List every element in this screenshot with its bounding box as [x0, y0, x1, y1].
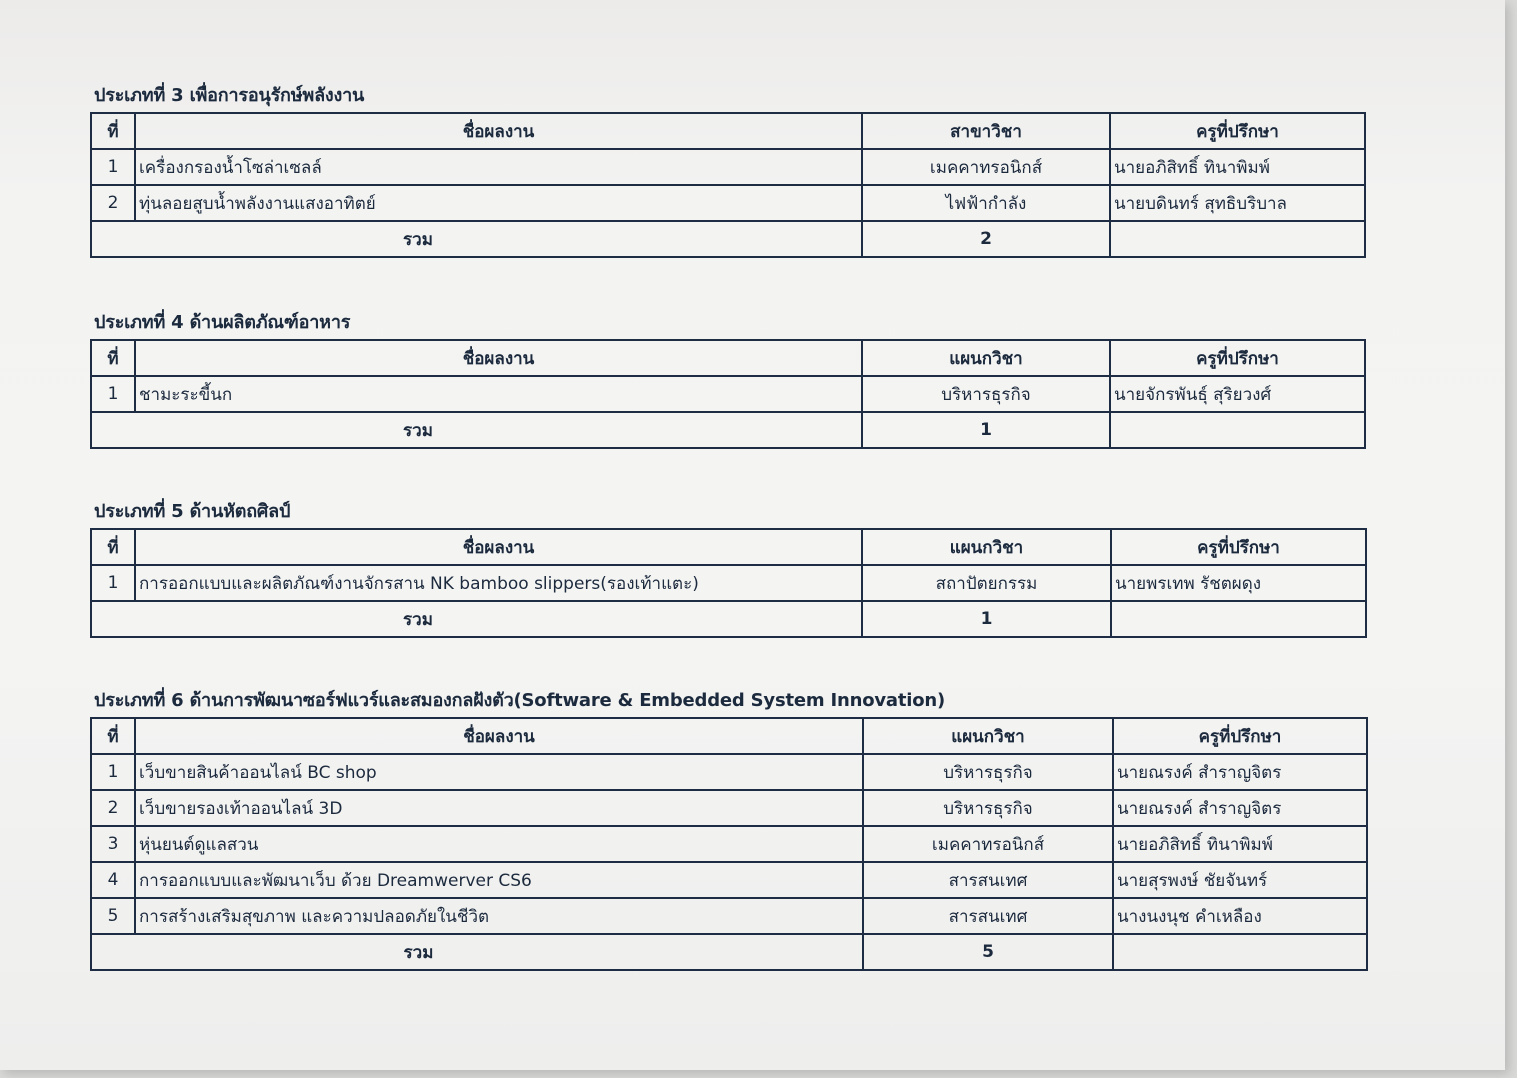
- row-advisor: นายจักรพันธุ์ สุริยวงศ์: [1110, 376, 1365, 412]
- row-advisor: นางนงนุช คำเหลือง: [1113, 898, 1367, 934]
- header-work-name: ชื่อผลงาน: [135, 113, 862, 149]
- total-value: 5: [863, 934, 1113, 970]
- row-work-name: การออกแบบและพัฒนาเว็บ ด้วย Dreamwerver CS6: [135, 862, 863, 898]
- table-row: [91, 565, 1366, 601]
- row-no: 1: [91, 565, 135, 601]
- section-type-5: [90, 500, 1367, 638]
- header-department: แผนกวิชา: [863, 718, 1113, 754]
- total-row: [91, 221, 1365, 257]
- table-row: [91, 376, 1365, 412]
- table-header-row: [91, 113, 1365, 149]
- row-department: ไฟฟ้ากำลัง: [862, 185, 1110, 221]
- row-department: สถาปัตยกรรม: [862, 565, 1111, 601]
- row-department: บริหารธุรกิจ: [862, 376, 1110, 412]
- row-no: 1: [91, 149, 135, 185]
- row-no: 2: [91, 790, 135, 826]
- table-header-row: [91, 718, 1367, 754]
- section-type-6: [90, 689, 1368, 971]
- row-department: บริหารธุรกิจ: [863, 754, 1113, 790]
- header-department: แผนกวิชา: [862, 529, 1111, 565]
- header-advisor: ครูที่ปรึกษา: [1111, 529, 1366, 565]
- row-no: 1: [91, 376, 135, 412]
- row-advisor: นายสุรพงษ์ ชัยจันทร์: [1113, 862, 1367, 898]
- works-table: [90, 339, 1366, 449]
- header-advisor: ครูที่ปรึกษา: [1113, 718, 1367, 754]
- row-advisor: นายบดินทร์ สุทธิบริบาล: [1110, 185, 1365, 221]
- total-row: [91, 601, 1366, 637]
- table-row: [91, 149, 1365, 185]
- header-work-name: ชื่อผลงาน: [135, 718, 863, 754]
- row-advisor: นายณรงค์ สำราญจิตร: [1113, 790, 1367, 826]
- row-work-name: เว็บขายรองเท้าออนไลน์ 3D: [135, 790, 863, 826]
- section-type-4: [90, 311, 1366, 449]
- row-work-name: หุ่นยนต์ดูแลสวน: [135, 826, 863, 862]
- total-value: 2: [862, 221, 1110, 257]
- total-label: รวม: [91, 601, 862, 637]
- total-label: รวม: [91, 412, 862, 448]
- table-row: [91, 790, 1367, 826]
- table-row: [91, 754, 1367, 790]
- row-no: 4: [91, 862, 135, 898]
- total-value: 1: [862, 601, 1111, 637]
- header-no: ที่: [91, 113, 135, 149]
- row-no: 1: [91, 754, 135, 790]
- row-work-name: การออกแบบและผลิตภัณฑ์งานจักรสาน NK bamboo slippers(รองเท้าแตะ): [135, 565, 862, 601]
- header-no: ที่: [91, 529, 135, 565]
- total-label: รวม: [91, 934, 863, 970]
- section-title: ประเภทที่ 3 เพื่อการอนุรักษ์พลังงาน: [94, 85, 365, 106]
- row-no: 3: [91, 826, 135, 862]
- section-type-3: [90, 84, 1366, 258]
- row-department: สารสนเทศ: [863, 898, 1113, 934]
- works-table: [90, 112, 1366, 258]
- total-value: 1: [862, 412, 1110, 448]
- table-row: [91, 898, 1367, 934]
- total-row: [91, 934, 1367, 970]
- row-no: 2: [91, 185, 135, 221]
- total-label: รวม: [91, 221, 862, 257]
- table-header-row: [91, 340, 1365, 376]
- header-advisor: ครูที่ปรึกษา: [1110, 113, 1365, 149]
- header-department: สาขาวิชา: [862, 113, 1110, 149]
- row-work-name: เครื่องกรองน้ำโซล่าเซลล์: [135, 149, 862, 185]
- section-title: ประเภทที่ 5 ด้านหัตถศิลป์: [94, 501, 291, 522]
- table-row: [91, 185, 1365, 221]
- row-department: บริหารธุรกิจ: [863, 790, 1113, 826]
- row-work-name: ทุ่นลอยสูบน้ำพลังงานแสงอาทิตย์: [135, 185, 862, 221]
- row-department: สารสนเทศ: [863, 862, 1113, 898]
- table-row: [91, 826, 1367, 862]
- header-no: ที่: [91, 340, 135, 376]
- total-empty-cell: [1110, 412, 1365, 448]
- row-work-name: ชามะระขี้นก: [135, 376, 862, 412]
- total-empty-cell: [1111, 601, 1366, 637]
- row-work-name: เว็บขายสินค้าออนไลน์ BC shop: [135, 754, 863, 790]
- works-table: [90, 528, 1367, 638]
- total-empty-cell: [1110, 221, 1365, 257]
- header-no: ที่: [91, 718, 135, 754]
- header-department: แผนกวิชา: [862, 340, 1110, 376]
- row-no: 5: [91, 898, 135, 934]
- works-table: [90, 717, 1368, 971]
- row-advisor: นายณรงค์ สำราญจิตร: [1113, 754, 1367, 790]
- total-row: [91, 412, 1365, 448]
- table-row: [91, 862, 1367, 898]
- row-advisor: นายอภิสิทธิ์ ทินาพิมพ์: [1110, 149, 1365, 185]
- row-advisor: นายอภิสิทธิ์ ทินาพิมพ์: [1113, 826, 1367, 862]
- section-title: ประเภทที่ 4 ด้านผลิตภัณฑ์อาหาร: [94, 312, 351, 333]
- row-department: เมคคาทรอนิกส์: [862, 149, 1110, 185]
- table-header-row: [91, 529, 1366, 565]
- header-work-name: ชื่อผลงาน: [135, 340, 862, 376]
- total-empty-cell: [1113, 934, 1367, 970]
- header-work-name: ชื่อผลงาน: [135, 529, 862, 565]
- header-advisor: ครูที่ปรึกษา: [1110, 340, 1365, 376]
- section-title: ประเภทที่ 6 ด้านการพัฒนาซอร์ฟแวร์และสมองกลฝังตัว(Software & Embedded System Innovation): [94, 690, 946, 711]
- row-advisor: นายพรเทพ รัชตผดุง: [1111, 565, 1366, 601]
- row-department: เมคคาทรอนิกส์: [863, 826, 1113, 862]
- row-work-name: การสร้างเสริมสุขภาพ และความปลอดภัยในชีวิต: [135, 898, 863, 934]
